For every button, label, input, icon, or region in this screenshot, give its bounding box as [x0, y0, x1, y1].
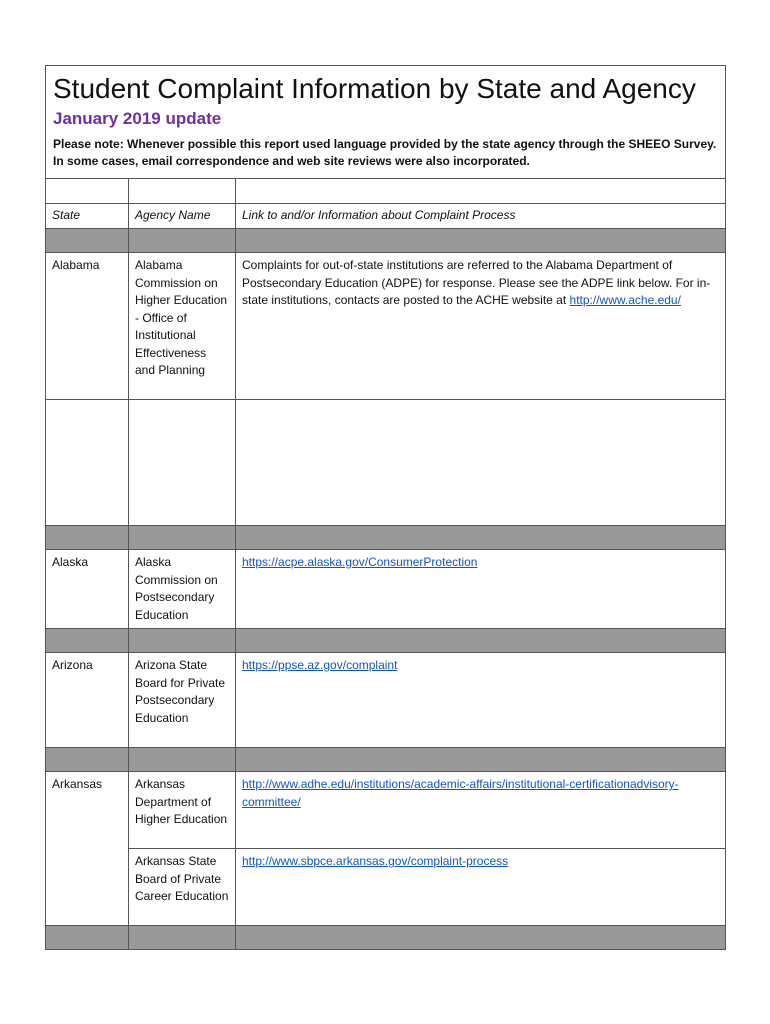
- ache-link[interactable]: http://www.ache.edu/: [569, 293, 681, 307]
- agency-cell: Arkansas Department of Higher Education: [129, 772, 236, 849]
- state-cell: Arkansas: [46, 772, 129, 926]
- agency-cell: Alabama Commission on Higher Education - Office of Institutional Effectiveness and Planning: [129, 253, 236, 400]
- page-subtitle: January 2019 update: [53, 109, 222, 128]
- header-block: [46, 66, 726, 179]
- info-cell: [236, 849, 726, 926]
- separator-row: [46, 629, 726, 653]
- report-note: Please note: Whenever possible this report used language provided by the state agency through the SHEEO Survey. In some cases, email correspondence and web site reviews were also incorporated.: [53, 137, 717, 168]
- sbpce-link[interactable]: http://www.sbpce.arkansas.gov/complaint-process: [242, 854, 509, 868]
- table-row-alaska: [46, 550, 726, 629]
- column-header-state: State: [46, 204, 129, 229]
- blank-row: [46, 179, 726, 204]
- separator-row: [46, 748, 726, 772]
- column-header-link: Link to and/or Information about Complaint Process: [236, 204, 726, 229]
- table-row-alabama: [46, 253, 726, 400]
- separator-row: [46, 926, 726, 950]
- complaint-info-text: Complaints for out-of-state institutions are referred to the Alabama Department of Postsecondary Education (ADPE) for response. Please see the ADPE link below. For in-state institutions, contacts are posted to the ACHE website at: [242, 258, 711, 307]
- agency-cell: Arkansas State Board of Private Career Education: [129, 849, 236, 926]
- info-cell: [236, 772, 726, 849]
- agency-cell: Arizona State Board for Private Postsecondary Education: [129, 653, 236, 748]
- column-header-row: [46, 204, 726, 229]
- column-header-agency: Agency Name: [129, 204, 236, 229]
- info-cell: [236, 653, 726, 748]
- table-row-arkansas-2: [46, 849, 726, 926]
- table-row-empty: [46, 400, 726, 526]
- table-row-arizona: [46, 653, 726, 748]
- ppse-link[interactable]: https://ppse.az.gov/complaint: [242, 658, 398, 672]
- state-cell: Alabama: [46, 253, 129, 400]
- state-cell: Arizona: [46, 653, 129, 748]
- acpe-link[interactable]: https://acpe.alaska.gov/ConsumerProtection: [242, 555, 478, 569]
- complaint-table: [45, 65, 726, 950]
- page-title: Student Complaint Information by State and Agency: [53, 73, 696, 104]
- state-cell: Alaska: [46, 550, 129, 629]
- table-row-arkansas: [46, 772, 726, 849]
- agency-cell: Alaska Commission on Postsecondary Education: [129, 550, 236, 629]
- adhe-link[interactable]: http://www.adhe.edu/institutions/academic-affairs/institutional-certificationadvisory-committee/: [242, 777, 679, 809]
- separator-row: [46, 229, 726, 253]
- info-cell: [236, 253, 726, 400]
- header-cell: [46, 66, 726, 179]
- separator-row: [46, 526, 726, 550]
- document: [45, 65, 725, 950]
- info-cell: [236, 550, 726, 629]
